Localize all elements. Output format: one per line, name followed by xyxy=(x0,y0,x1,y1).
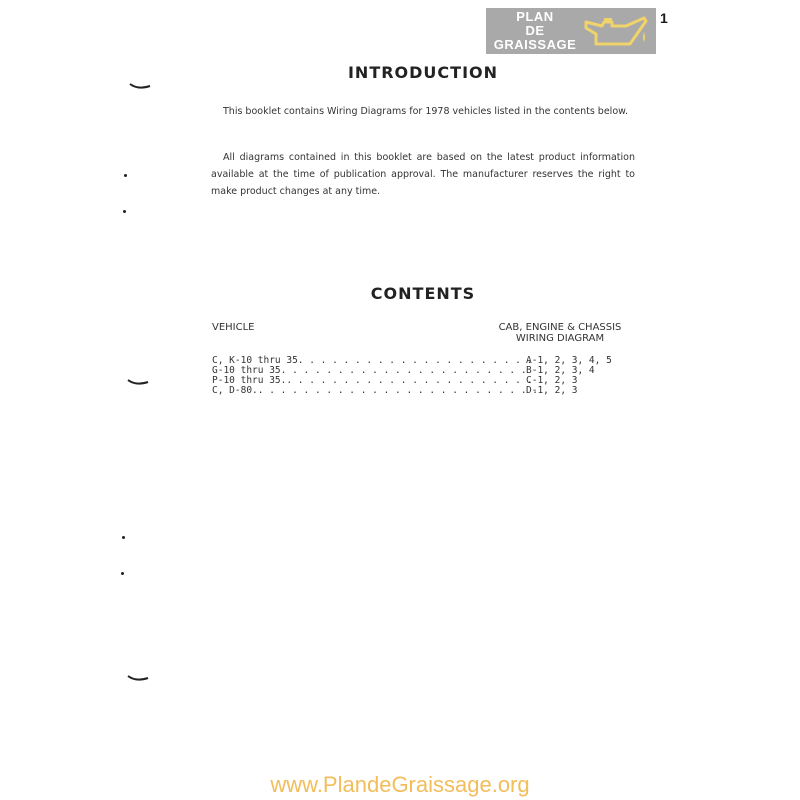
binder-dot xyxy=(121,572,124,575)
logo-line-2: DE xyxy=(525,23,545,38)
dot-leader: . . . . . . . . . . . . . . . . . . . . . . xyxy=(280,366,527,376)
intro-paragraph-2: All diagrams contained in this booklet are based on the latest product information available at the time of publication approval. The manufacturer reserves the right to make product changes at any time. xyxy=(211,152,635,197)
diagram-cell: B-1, 2, 3, 4 xyxy=(526,365,595,376)
contents-heading: CONTENTS xyxy=(370,284,476,303)
binder-mark xyxy=(128,82,152,92)
vehicle-cell: C, K-10 thru 35 xyxy=(212,355,298,366)
contents-row xyxy=(212,386,632,396)
vehicle-column-header: VEHICLE xyxy=(212,322,255,333)
dot-leader: . . . . . . . . . . . . . . . . . . . . . . . . . xyxy=(257,386,539,396)
logo-text xyxy=(490,10,580,52)
website-watermark: www.PlandeGraissage.org xyxy=(270,772,530,797)
contents-table xyxy=(212,356,632,396)
diagram-cell: C-1, 2, 3 xyxy=(526,375,578,386)
diagram-cell: A-1, 2, 3, 4, 5 xyxy=(526,355,612,366)
diagram-column-header xyxy=(480,322,640,344)
logo-line-1: PLAN xyxy=(516,9,554,24)
binder-mark xyxy=(126,378,150,388)
binder-dot xyxy=(123,210,126,213)
binder-mark xyxy=(126,674,150,684)
logo-line-3: GRAISSAGE xyxy=(493,37,577,52)
dot-leader: . . . . . . . . . . . . . . . . . . . . . . xyxy=(286,376,533,386)
binder-dot xyxy=(124,174,127,177)
intro-paragraph-1: This booklet contains Wiring Diagrams for 1978 vehicles listed in the contents below. xyxy=(223,106,629,117)
diagram-header-line-2: WIRING DIAGRAM xyxy=(515,333,605,344)
plan-de-graissage-logo xyxy=(486,8,656,54)
diagram-cell: D-1, 2, 3 xyxy=(526,385,578,396)
introduction-heading: INTRODUCTION xyxy=(347,63,499,82)
oil-can-icon xyxy=(582,12,650,52)
vehicle-cell: P-10 thru 35. xyxy=(212,375,287,386)
dot-leader: . . . . . . . . . . . . . . . . . . . . . xyxy=(297,356,533,366)
binder-dot xyxy=(122,536,125,539)
vehicle-cell: G-10 thru 35 xyxy=(212,365,281,376)
page-number: 1 xyxy=(660,10,668,26)
diagram-header-line-1: CAB, ENGINE & CHASSIS xyxy=(498,322,622,333)
vehicle-cell: C, D-80. xyxy=(212,385,258,396)
